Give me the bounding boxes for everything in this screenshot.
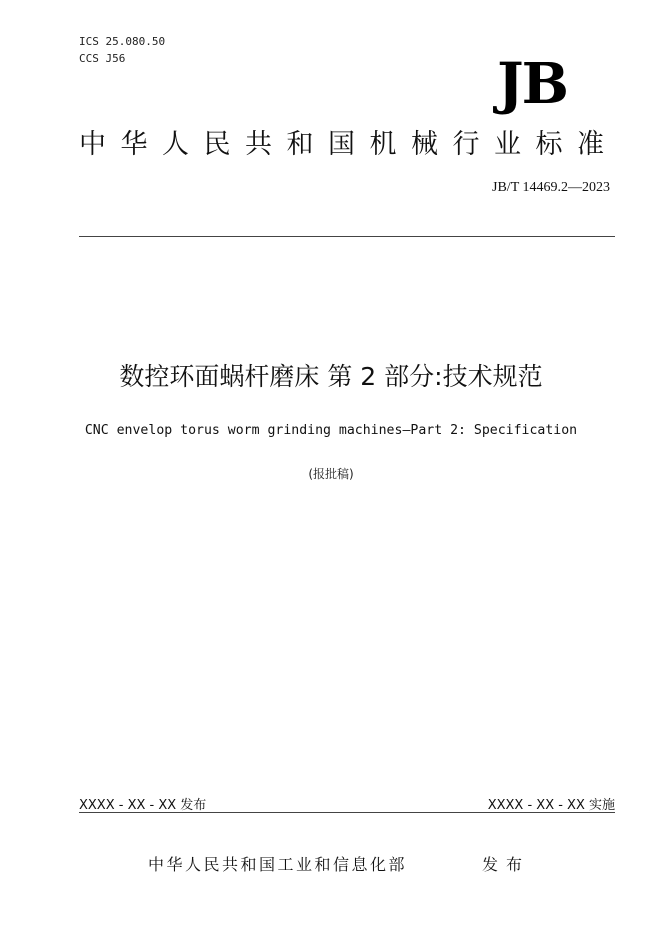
document-title-english: CNC envelop torus worm grinding machines—Part 2: Specification [84, 423, 578, 438]
issue-date: XXXX - XX - XX 发布 [79, 798, 207, 813]
bottom-divider [79, 812, 615, 813]
jb-logo: JB [497, 51, 567, 117]
standard-number: JB/T 14469.2—2023 [492, 180, 610, 195]
ics-code: ICS 25.080.50 [79, 35, 166, 48]
document-title-chinese: 数控环面蜗杆磨床 第 2 部分:技术规范 [119, 362, 543, 391]
implementation-date: XXXX - XX - XX 实施 [487, 798, 615, 813]
industry-standard-heading: 中华人民共和国机械行业标准 [79, 129, 619, 160]
publish-label: 发布 [482, 855, 531, 874]
top-divider [79, 236, 615, 237]
classification-codes [79, 33, 165, 67]
ccs-code: CCS J56 [79, 52, 126, 65]
publisher-name: 中华人民共和国工业和信息化部 [148, 855, 408, 874]
draft-status-note: (报批稿) [308, 467, 354, 481]
